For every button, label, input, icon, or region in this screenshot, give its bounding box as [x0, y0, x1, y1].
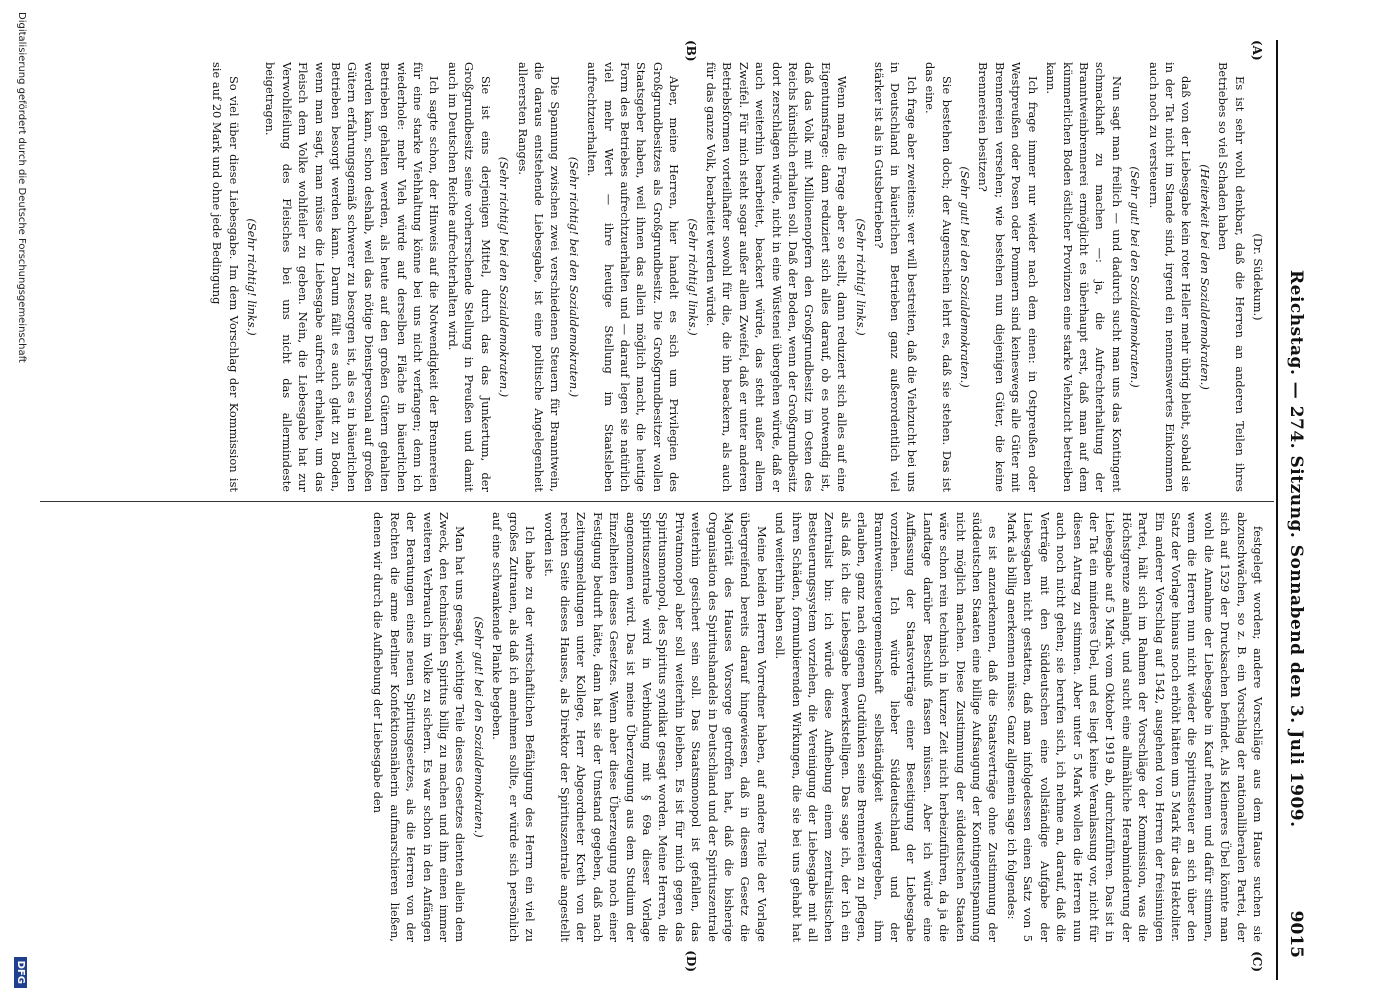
digitization-credit: Digitalisierung gefördert durch die Deutsche Forschungsgemeinschaft [16, 12, 27, 363]
paragraph: Die Spannung zwischen zwei verschiedenen Steuern für Branntwein, die daraus entstehende Liebesgabe, ist eine politische Angelegenheit allerersten Ranges. [515, 62, 563, 492]
interjection: (Sehr richtig! links.) [853, 218, 868, 336]
margin-mark-a: (A) [1250, 40, 1264, 61]
paragraph: Es ist sehr wohl denkbar, daß die Herren an anderen Teilen ihres Betriebes so viel Schaden haben [1216, 62, 1247, 492]
interjection: (Sehr richtig! links.) [245, 218, 260, 336]
paragraph: Ich habe zu der wirtschaftlichen Befähigung des Herrn ein viel zu großes Zutrauen, als daß ich annehmen sollte, er würde sich persönlich auf eine schwankende Planke begeben. [490, 512, 538, 942]
column-divider [40, 501, 1274, 502]
paragraph: Ich frage immer nur wieder nach dem einen: in Ostpreußen oder Westpreußen oder Posen oder Pommern sind keineswegs alle Güter mit Brennereien versehen; wie bestehen nun diejenigen Güter, die keine Brennereien besitzen? [976, 62, 1040, 492]
paragraph: Meine beiden Herren Vorredner haben, auf andere Teile der Vorlage übergreifend bereits darauf hingewiesen, daß in diesem Gesetz die Majorität des Hauses Vorsorge getroffen hat, daß die bisherige Organisation des Spiritushandels in Deutschland und der Spirituszentrale weiterhin gesichert sein soll. Das Staatsmonopol ist gefallen, das Privatmonopol aber soll weiterhin bleiben. Es ist für mich gegen das Spiritusmonopol, des Spiritus syndikat gesagt worden. Meine Herren, die Spirituszentrale wird in Verbindung mit § 69a dieser Vorlage angenommen wird. Das ist meine Überzeugung aus dem Studium der Einzelheiten dieses Gesetzes. Wenn aber diese Überzeugung noch einer Festigung bedurft hätte, dann hat sie der Umstand gegeben, daß nach Zeitungsmeldungen unter Kollege, Herr Abgeordneter Kreth von der rechten Seite dieses Hauses, als Direktor der Spirituszentrale angestellt worden ist. [541, 512, 769, 942]
interjection: (Sehr richtig! links.) [685, 218, 700, 336]
paragraph: Sie ist eins derjenigen Mittel, durch das das Junkertum, der Großgrundbesitz seine vorherrschende Stellung in Preußen und damit auch im Deutschen Reiche aufrechterhalten wird. [445, 62, 493, 492]
margin-mark-c: (C) [1250, 951, 1264, 972]
right-text-column [40, 512, 1266, 942]
margin-mark-b: (B) [684, 40, 698, 62]
interjection: (Sehr richtig! bei den Sozialdemokraten.) [497, 156, 512, 398]
margin-mark-d: (D) [684, 950, 698, 972]
page-number: 9015 [1286, 910, 1306, 958]
dfg-logo: DFG [14, 957, 27, 988]
page-header [1276, 40, 1310, 980]
paragraph: Ich frage aber zweitens: wer will bestreiten, daß die Viehzucht bei uns in Deutschland in bäuerlichen Betrieben ganz außerordentlich viel stärker ist als in Gutsbetrieben? [872, 62, 919, 492]
paragraph: es ist anzuerkennen, daß die Staatsverträge ohne Zustimmung der süddeutschen Staaten eine billige Aufsaugung der Kontingentspannung nicht möglich machen. Diese Zustimmung der süddeutschen Staaten wäre schon rein technisch in kurzer Zeit nicht herbeizuführen, da ja die Landtage darüber Beschluß fassen müssen. Aber ich würde eine Auffassung der Staatsverträge einer Beseitigung der Liebesgabe vorziehen. Ich würde lieber Süddeutschland und der Branntweinsteuergemeinschaft selbständigkeit wiedergeben, ihm erlauben, ganz nach eigenem Gutdünken seine Brennereien zu pflegen, als daß ich die Liebesgabe bewerkstelligen. Das sage ich, der ich ein Zentralist bin: ich würde diese Aufhebung einem zentralistischen Besteuerungssystem vorziehen, die Vereinigung der Liebesgabe mit all ihren Schäden, formunbierenden Wirkungen, die sie bei uns gehabt hat und weiterhin haben soll. [773, 512, 1001, 942]
left-text-column [40, 62, 1266, 492]
rotated-document-page [10, 0, 1310, 1000]
speaker-label: (Dr. Südekum.) [1251, 233, 1265, 321]
header-title: Reichstag. — 274. Sitzung. Sonnabend den 3. Juli 1909. [1286, 270, 1306, 828]
interjection: (Heiterkeit bei den Sozialdemokraten.) [1197, 164, 1212, 390]
paragraph: So viel über diese Liebesgabe. Im dem Vorschlag der Kommission ist sie auf 20 Mark und ohne jede Bedingung [210, 62, 241, 492]
paragraph: Ich sagte schon, der Hinweis auf die Notwendigkeit der Brennereien für eine starke Viehhaltung könne bei uns nicht verfangen; denn ich wiederhole: mehr Vieh würde auf derselben Fläche in bäuerlichen Betrieben gehalten werden, als heute auf den großen Gütern gehalten werden kann, schon deshalb, weil das nötige Dienstpersonal auf großen Gütern erfahrungsgemäß schwerer zu besorgen ist, als es in bäuerlichen Betrieben besorgt werden kann. Darum fällt es auch glatt zu Boden, wenn man sagt, man müsse die Liebesgabe aufrecht erhalten, um das Fleisch dem Volke wohlfeiler zu geben. Nein, die Liebesgabe hat zur Verwohlfeilung des Fleisches bei uns nicht das allermindeste beigetragen. [263, 62, 442, 492]
interjection: (Sehr gut! bei den Sozialdemokraten.) [958, 166, 973, 388]
paragraph: Nun sagt man freilich — und dadurch sucht man uns das Kontingent schmackhaft zu machen —: ja, die Aufrechterhaltung der Branntweinbrennerei ermöglicht es überhaupt erst, daß man auf dem kümmerlichen Boden östlicher Provinzen eine starke Viehzucht betreiben kann. [1044, 62, 1124, 492]
interjection: (Sehr richtig! bei den Sozialdemokraten.) [566, 156, 581, 398]
interjection: (Sehr gut! bei den Sozialdemokraten.) [1128, 166, 1143, 388]
paragraph: Sie bestehen doch; der Augenschein lehrt es, daß sie stehen. Das ist das eine. [923, 62, 954, 492]
paragraph: daß von der Liebesgabe kein roter Heller mehr übrig bleibt, sobald sie in der Tat nicht im Stande sind, irgend ein nennenswertes Einkommen auch noch zu versteuern. [1146, 62, 1194, 492]
paragraph: Aber, meine Herren, hier handelt es sich um Privilegien des Großgrundbesitzes als Großgrundbesitz. Die Großgrundbesitzer wollen Staatsgeber haben, weil ihnen das allein möglich macht, die heutige Form des Betriebes aufrechtzuerhalten und — darauf legen sie natürlich viel mehr Wert — ihre heutige Stellung im Staatsleben aufrechtzuerhalten. [585, 62, 682, 492]
paragraph: Man hat uns gesagt, wichtige Teile dieses Gesetzes dienten allein dem Zweck, den technischen Spiritus billig zu machen und ihm einen immer weiteren Verbrauch im Volke zu sichern. Es war schon in den Anfängen der Beratungen eines neuen Spiritusgesetzes, als die Herren von der Rechten die arme Berliner Konfektionsnäherin aufmarschieren ließen, denen wir durch die Aufhebung der Liebesgabe den [371, 512, 468, 942]
paragraph: Wenn man die Frage aber so stellt, dann reduziert sich alles auf eine Eigentumsfrage: dann reduziert sich alles darauf, ob es notwendig ist, daß das Volk mit Millionenopfern den Großgrundbesitz im Osten des Reichs künstlich erhalten soll. Daß der Boden, wenn der Großgrundbesitz dort zerschlagen würde, nicht in eine Wüstenei übergehen würde, daß er auch weiterhin bearbeitet, beackert würde, das steht außer allem Zweifel. Für mich steht sogar außer allem Zweifel, daß er unter anderen Betriebsformen vorteilhafter sowohl für die, die ihn beackern, als auch für das ganze Volk, bearbeitet werden würde. [704, 62, 850, 492]
interjection: (Sehr gut! bei den Sozialdemokraten.) [471, 616, 486, 838]
paragraph: festgelegt worden; andere Vorschläge aus dem Hause suchen sie abzuschwächen, so z. B. ein Vorschlag der nationalliberalen Partei, der sich auf 1529 der Drucksachen befindet. Als Kleineres Übel könnte man wohl die Annahme der Liebesgabe in Kauf nehmen und dafür stimmen, wenn die Herren nun nicht wieder die Spiritussteuer an sich über den Satz der Vorlage hinaus noch erhöht hätten um 5 Mark für das Hektoliter. Ein anderer Vorschlag auf 1542, ausgehend von Herren der freisinnigen Partei, hält sich im Rahmen der Vorschläge der Kommission, was die Höchstgrenze anlangt, und sucht eine allmähliche Herabminderung der Liebesgabe auf 5 Mark vom Oktober 1919 ab, durchzuführen. Das ist in der Tat ein minderes Übel, und es liegt keine Veranlassung vor, nicht für diesen Antrag zu stimmen. Aber unter 5 Mark wollen die Herren nun auch noch nicht gehen; sie berufen sich, ich nehme an, darauf, daß die Verträge mit den Süddeutschen eine vollständige Aufgabe der Liebesgaben nicht gestatten, daß man infolgedessen einen Satz von 5 Mark als billig anerkennen müsse. Ganz allgemein sage ich folgendes: [1004, 512, 1265, 942]
